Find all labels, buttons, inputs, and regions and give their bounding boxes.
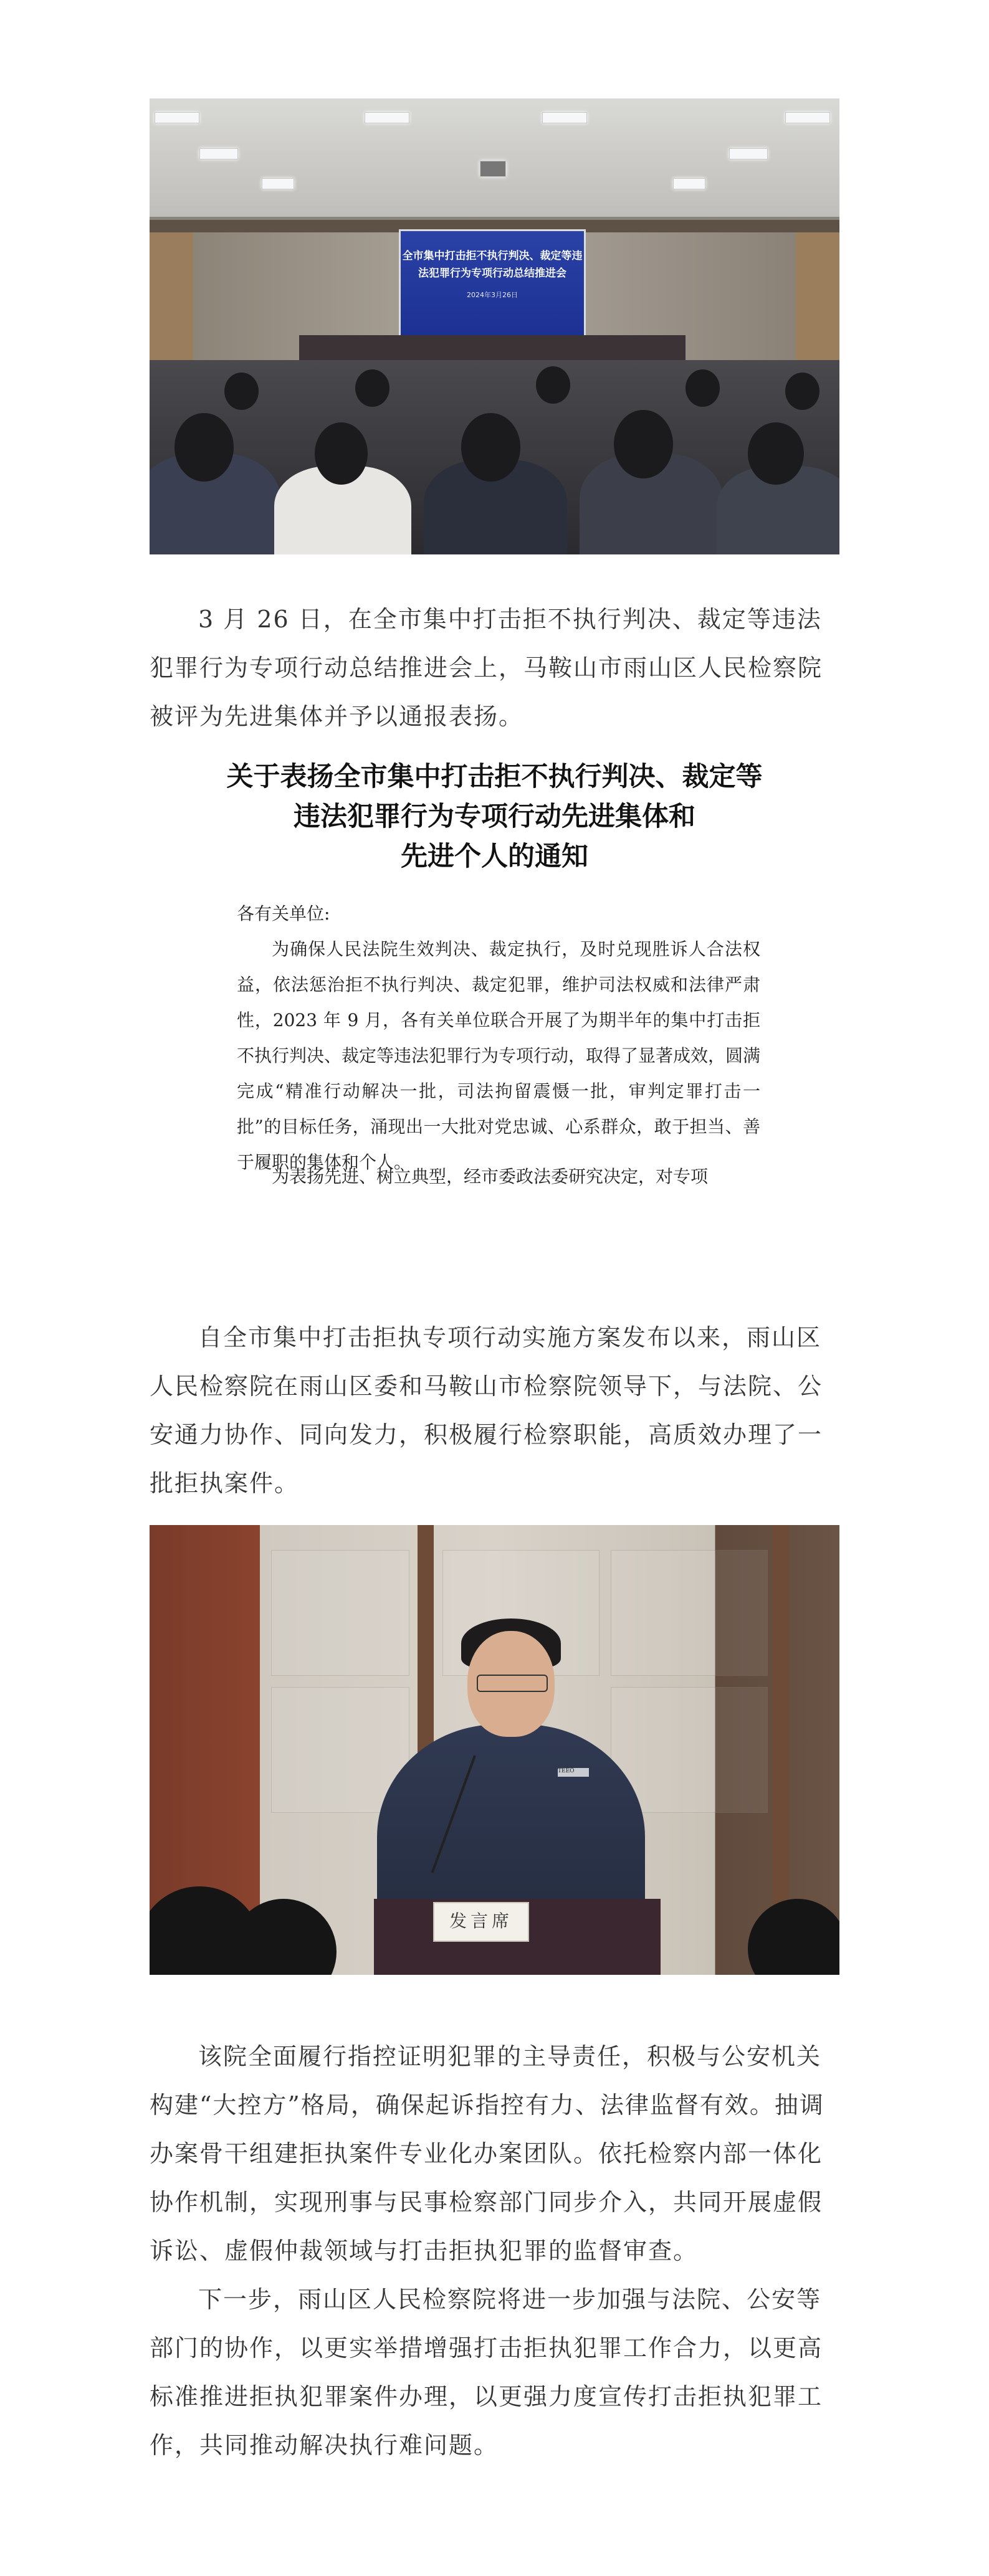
audience [150, 360, 839, 554]
notice-title-line-3: 先进个人的通知 [401, 841, 588, 872]
ceiling-lamp [199, 148, 238, 159]
paragraph-intro: 3 月 26 日，在全市集中打击拒不执行判决、裁定等违法犯罪行为专项行动总结推进会上，马鞍山市雨山区人民检察院被评为先进集体并予以通报表扬。 [150, 606, 823, 730]
notice-title-line-1: 关于表扬全市集中打击拒不执行判决、裁定等 [226, 761, 763, 792]
ceiling-lamp [155, 112, 199, 123]
jacket-logo: TEEO [558, 1768, 589, 1777]
notice-title-line-2: 违法犯罪行为专项行动先进集体和 [294, 801, 695, 832]
notice-greeting: 各有关单位: [237, 903, 330, 924]
ceiling-lamp [262, 178, 294, 189]
paragraph-measures: 该院全面履行指控证明犯罪的主导责任，积极与公安机关构建“大控方”格局，确保起诉指控有力、法律监督有效。抽调办案骨干组建拒执案件专业化办案团队。依托检察内部一体化协作机制，实现刑事与民事检察部门同步介入，共同开展虚假诉讼、虚假仲裁领域与打击拒执犯罪的监督审查。 [150, 2043, 824, 2265]
ceiling-lamp [542, 112, 587, 123]
notice-body: 为确保人民法院生效判决、裁定执行，及时兑现胜诉人合法权益，依法惩治拒不执行判决、裁定犯罪，维护司法权威和法律严肃性，2023 年 9 月，各有关单位联合开展了为期半年的集中打击拒不执行判决、裁定等违法犯罪行为专项行动，取得了显著成效，圆满完成“精准行动解决一批，司法拘留震慑一批，审判定罪打击一批”的目标任务，涌现出一大批对党忠诚、心系群众，敢于担当、善于履职的集体和个人。 [237, 939, 761, 1172]
screen-title: 全市集中打击拒不执行判决、裁定等违法犯罪行为专项行动总结推进会 [402, 250, 583, 280]
notice-body-continuation: 为表扬先进、树立典型，经市委政法委研究决定，对专项 [272, 1166, 709, 1187]
ceiling-lamp [729, 148, 768, 159]
screen-date: 2024年3月26日 [467, 291, 518, 299]
wall-tile [611, 1550, 768, 1676]
conference-photo [150, 98, 839, 554]
ceiling-lamp [365, 112, 409, 123]
foreground-head [748, 1899, 839, 1975]
notice-title [150, 757, 839, 877]
podium-nameplate: 发言席 [433, 1902, 529, 1942]
paragraph-next-steps: 下一步，雨山区人民检察院将进一步加强与法院、公安等部门的协作，以更实举措增强打击拒执犯罪工作合力，以更高标准推进拒执犯罪案件办理，以更强力度宣传打击拒执犯罪工作，共同推动解决执行难问题。 [150, 2286, 823, 2459]
notice-document-image [150, 744, 839, 1274]
projection-screen [399, 229, 586, 338]
speaker-photo [150, 1525, 839, 1975]
projector-icon [480, 161, 506, 177]
ceiling-lamp [785, 112, 830, 123]
ceiling-lamp [673, 178, 705, 189]
paragraph-background: 自全市集中打击拒执专项行动实施方案发布以来，雨山区人民检察院在雨山区委和马鞍山市检察院领导下，与法院、公安通力协作、同向发力，积极履行检察职能，高质效办理了一批拒执案件。 [150, 1324, 823, 1497]
glasses-icon [477, 1675, 548, 1692]
wall-tile [271, 1550, 409, 1676]
